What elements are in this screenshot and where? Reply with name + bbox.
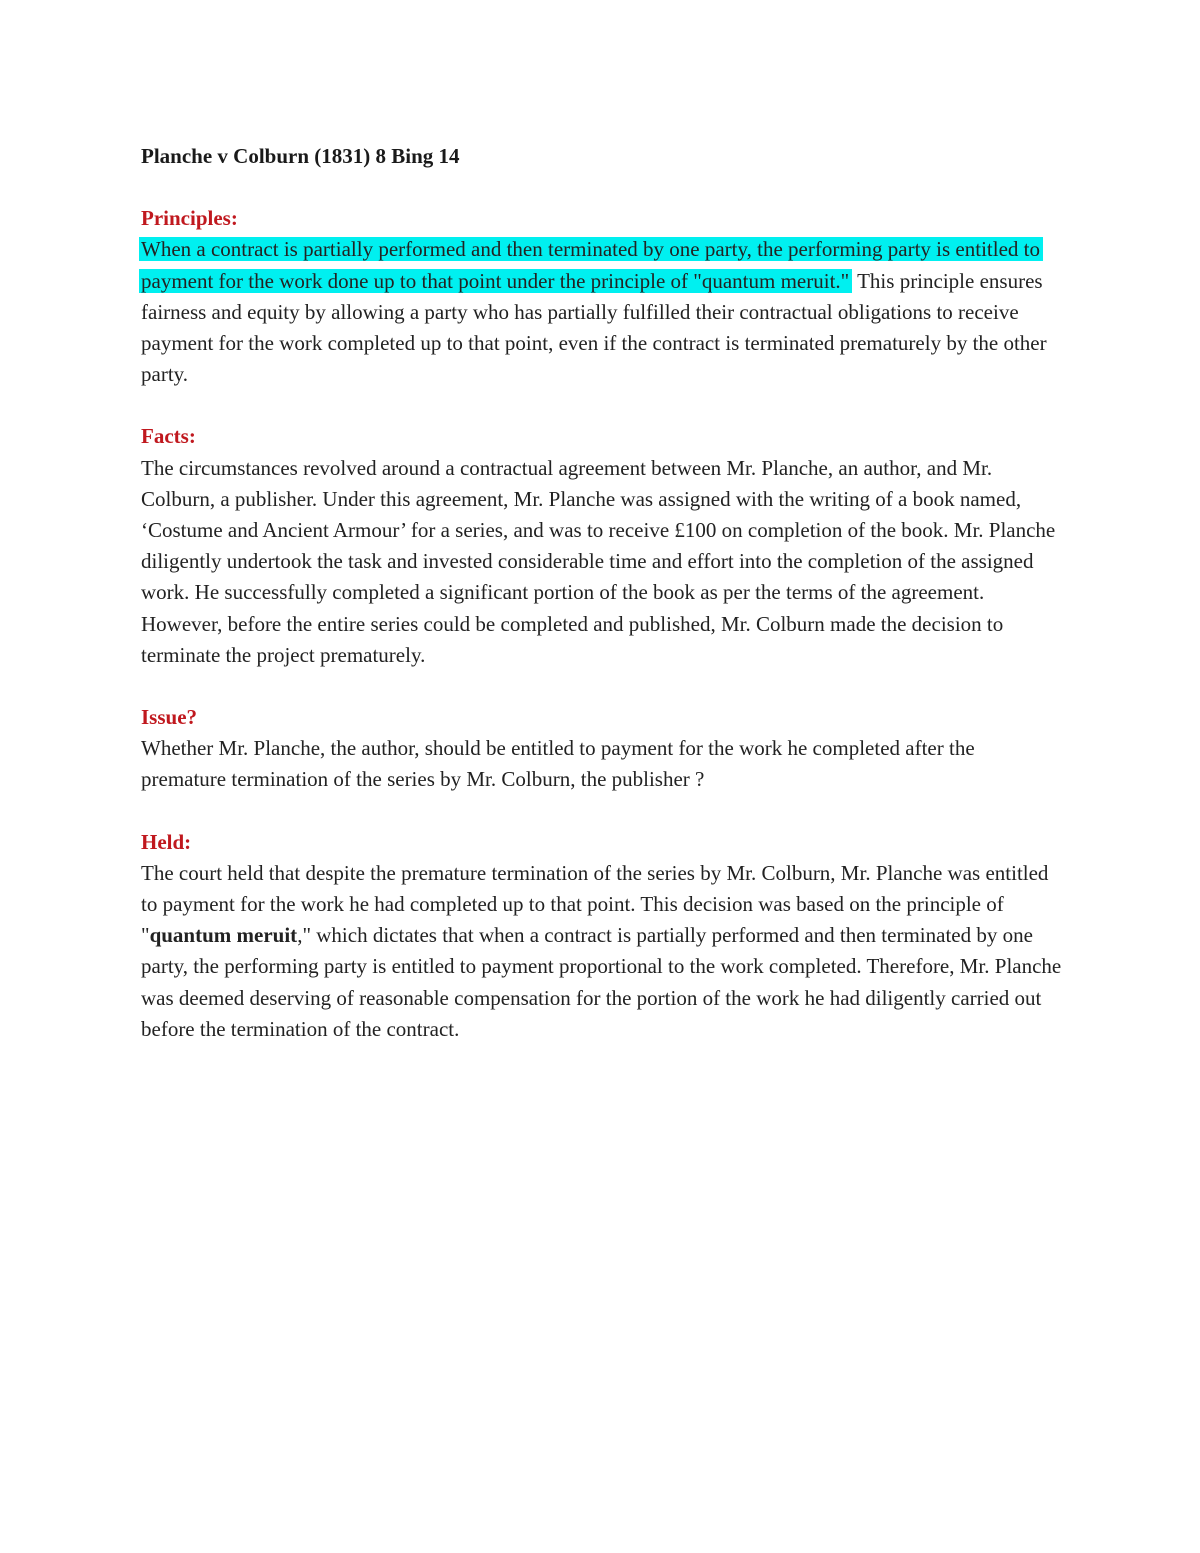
case-title: Planche v Colburn (1831) 8 Bing 14 (141, 144, 460, 168)
facts-paragraph: The circumstances revolved around a contractual agreement between Mr. Planche, an author, and Mr. Colburn, a publisher. Under this agreement, Mr. Planche was assigned with the writing of a book named, ‘Costume and Ancient Armour’ for a series, and was to receive £100 on completion of the book. Mr. Planche diligently undertook the task and invested considerable time and effort into the completion of the assigned work. He successfully completed a significant portion of the book as per the terms of the agreement. However, before the entire series could be completed and published, Mr. Colburn made the decision to terminate the project prematurely. (141, 455, 1056, 667)
held-paragraph (141, 858, 1063, 1045)
principles-highlighted-text: When a contract is partially performed and then terminated by one party, the performing party is entitled to payment for the work done up to that point under the principle of "quantum meruit." (139, 237, 1043, 292)
principles-heading: Principles: (141, 206, 238, 231)
document-body (141, 141, 1063, 1076)
held-heading: Held: (141, 829, 192, 854)
held-text-after: ," which dictates that when a contract is partially performed and then terminated by one party, the performing party is entitled to payment proportional to the work completed. Therefore, Mr. Planche was deemed deserving of reasonable compensation for the portion of the work he had diligently carried out before the termination of the contract. (141, 923, 1062, 1041)
principles-body-text: This principle ensures fairness and equity by allowing a party who has partially fulfilled their contractual obligations to receive payment for the work completed up to that point, even if the contract is terminated prematurely by the other party. (141, 268, 1047, 387)
held-text-before: The court held that despite the premature termination of the series by Mr. Colburn, Mr. Planche was entitled to payment for the work he had completed up to that point. This decision was based on the principle of " (141, 860, 1049, 948)
principles-paragraph (141, 234, 1063, 390)
issue-paragraph: Whether Mr. Planche, the author, should be entitled to payment for the work he completed after the premature termination of the series by Mr. Colburn, the publisher ? (141, 736, 975, 792)
held-emphasis: quantum meruit (149, 923, 298, 948)
facts-heading: Facts: (141, 424, 196, 449)
issue-heading: Issue? (141, 705, 198, 730)
